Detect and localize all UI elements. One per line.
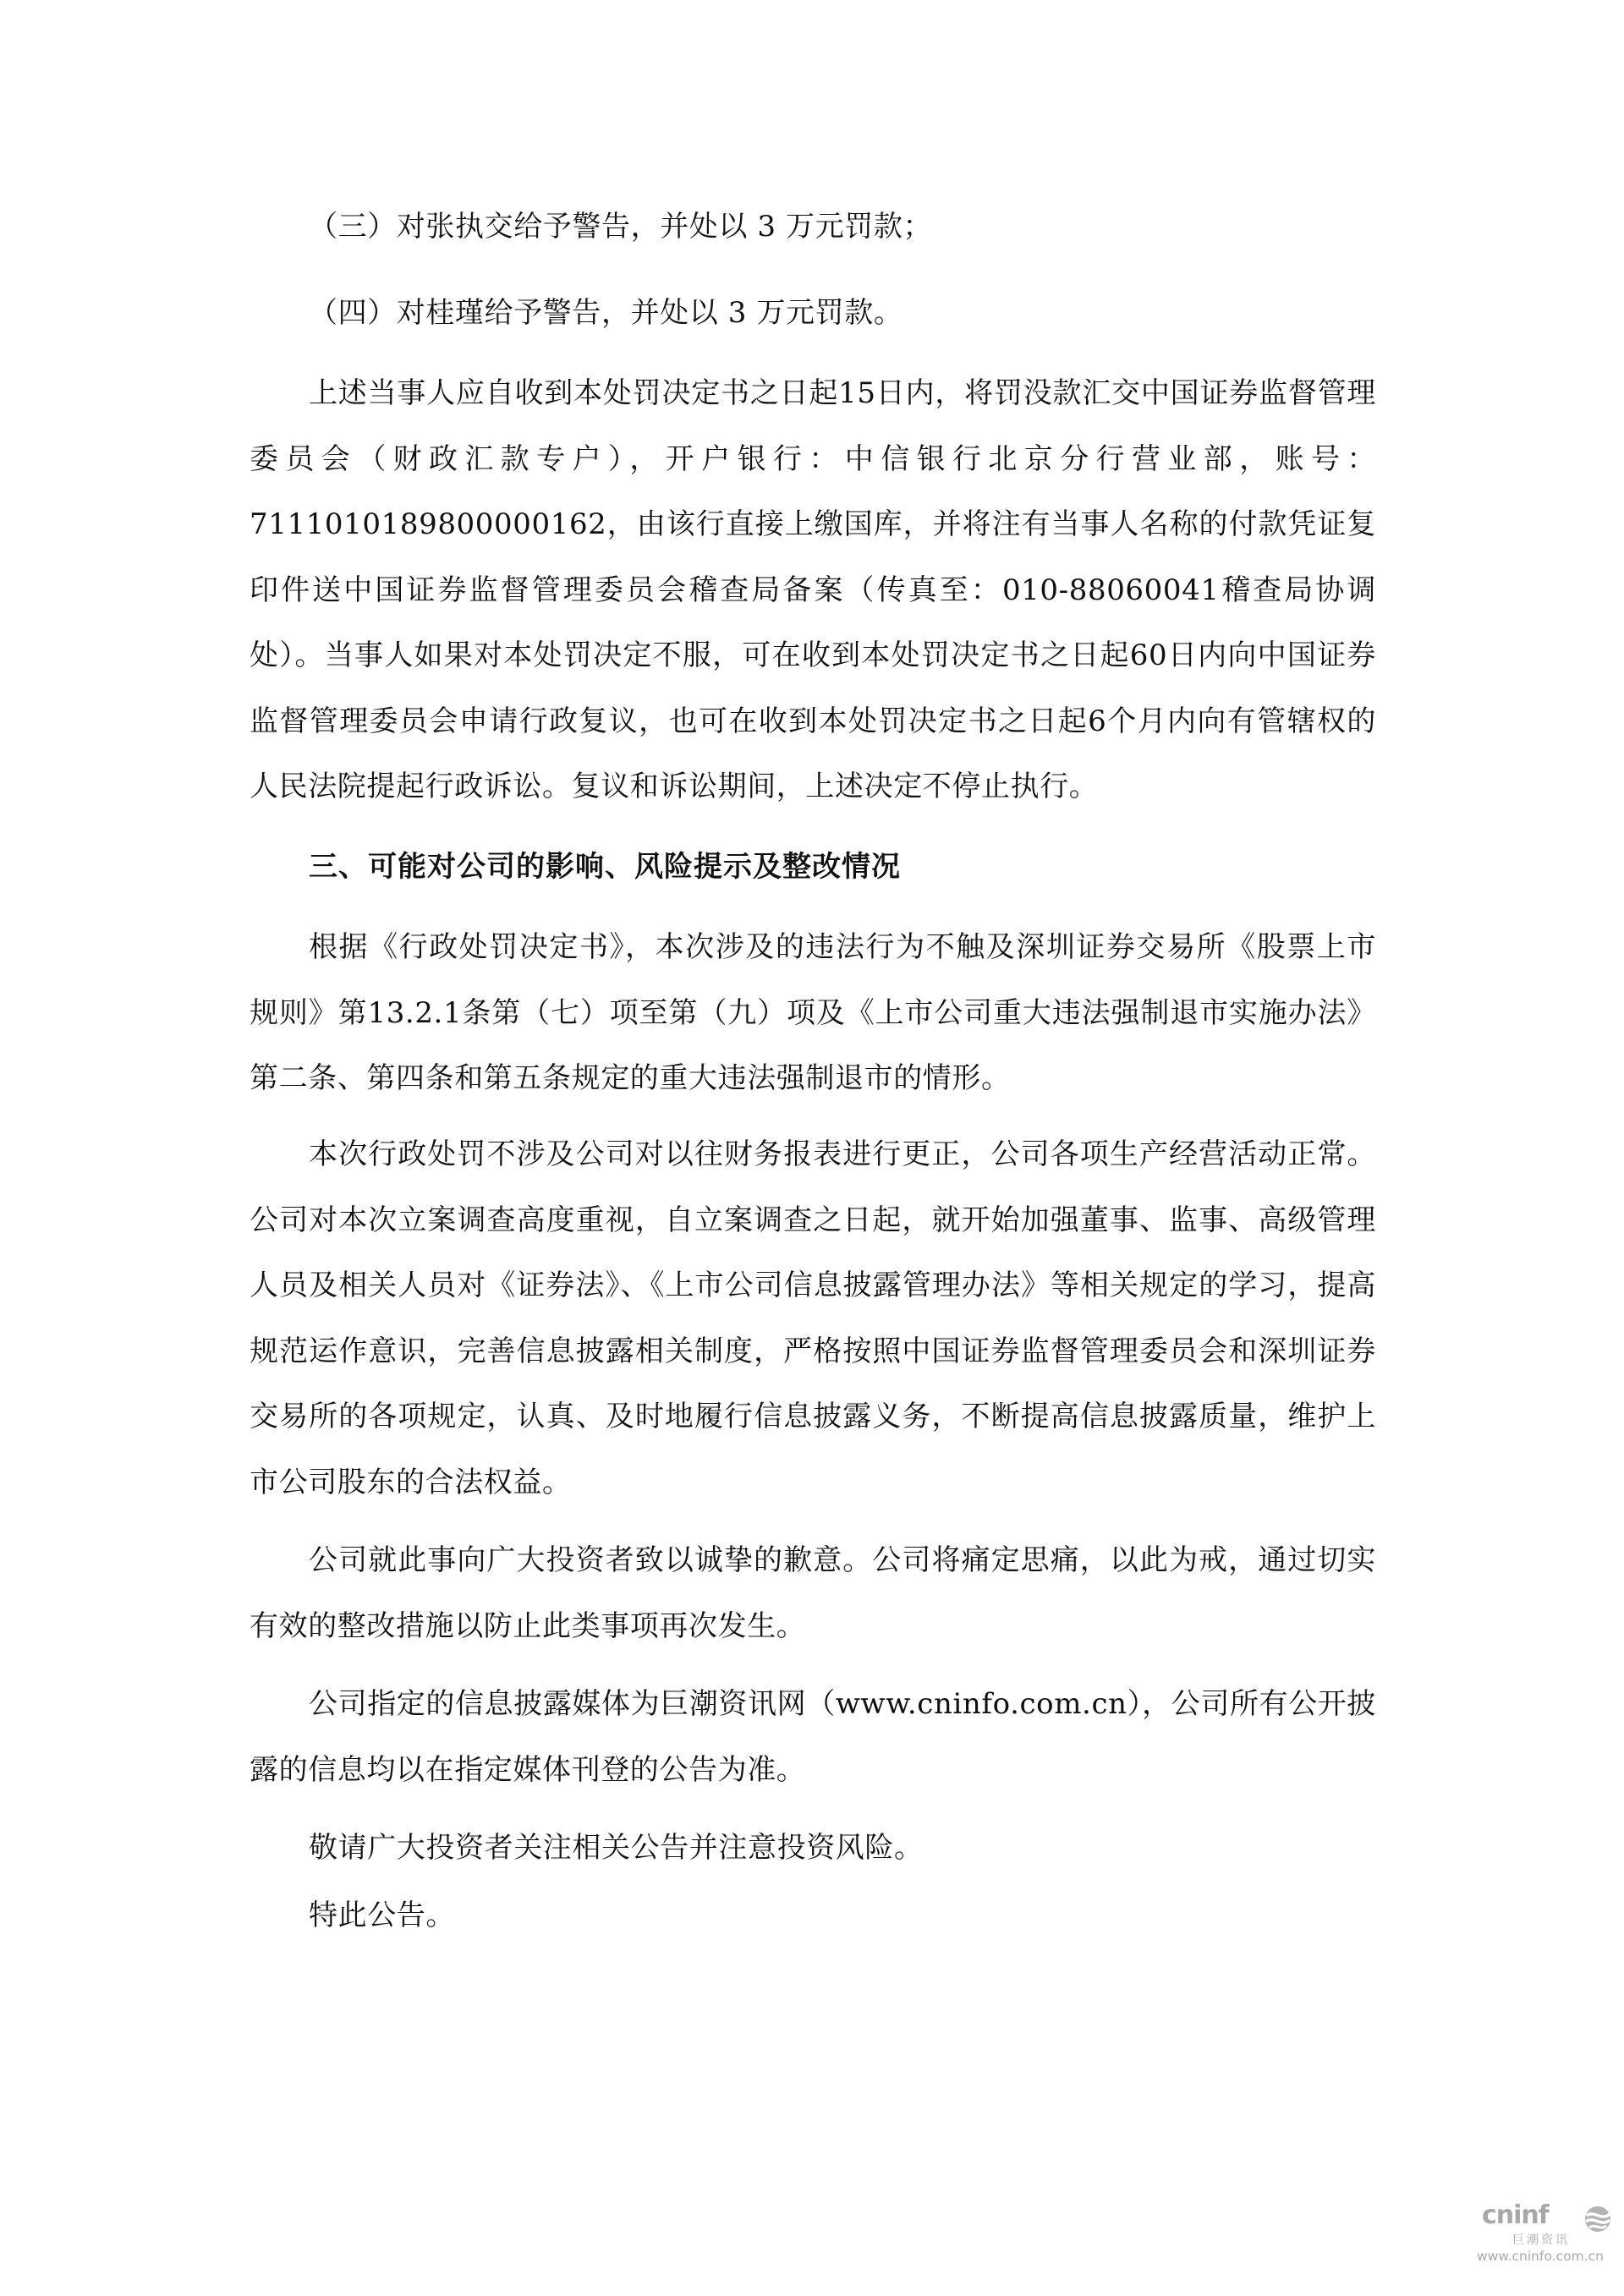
apology-paragraph: 公司就此事向广大投资者致以诚挚的歉意。公司将痛定思痛，以此为戒，通过切实有效的整改措施以防止此类事项再次发生。 [250, 1543, 1376, 1643]
penalty-item-4: （四）对桂瑾给予警告，并处以 3 万元罚款。 [309, 296, 903, 330]
cninfo-watermark [1477, 2200, 1617, 2269]
risk-notice: 敬请广大投资者关注相关公告并注意投资风险。 [309, 1831, 924, 1865]
watermark-brand: cninf [1482, 2200, 1549, 2230]
watermark-chinese-name: 巨潮资讯 [1512, 2233, 1570, 2247]
impact-paragraph: 根据《行政处罚决定书》，本次涉及的违法行为不触及深圳证券交易所《股票上市规则》第13.2.1条第（七）项至第（九）项及《上市公司重大违法强制退市实施办法》第二条、第四条和第五条规定的重大违法强制退市的情形。 [250, 930, 1376, 1095]
payment-paragraph: 上述当事人应自收到本处罚决定书之日起15日内，将罚没款汇交中国证券监督管理委员会（财政汇款专户），开户银行：中信银行北京分行营业部，账号：7111010189800000162，由该行直接上缴国库，并将注有当事人名称的付款凭证复印件送中国证券监督管理委员会稽查局备案（传真至：010-88060041稽查局协调处）。当事人如果对本处罚决定不服，可在收到本处罚决定书之日起60日内向中国证券监督管理委员会申请行政复议，也可在收到本处罚决定书之日起6个月内向有管辖权的人民法院提起行政诉讼。复议和诉讼期间，上述决定不停止执行。 [250, 376, 1376, 803]
media-paragraph: 公司指定的信息披露媒体为巨潮资讯网（www.cninfo.com.cn），公司所有公开披露的信息均以在指定媒体刊登的公告为准。 [250, 1687, 1376, 1787]
rectification-paragraph: 本次行政处罚不涉及公司对以往财务报表进行更正，公司各项生产经营活动正常。公司对本次立案调查高度重视，自立案调查之日起，就开始加强董事、监事、高级管理人员及相关人员对《证券法》、《上市公司信息披露管理办法》等相关规定的学习，提高规范运作意识，完善信息披露相关制度，严格按照中国证券监督管理委员会和深圳证券交易所的各项规定，认真、及时地履行信息披露义务，不断提高信息披露质量，维护上市公司股东的合法权益。 [250, 1137, 1376, 1499]
cninfo-swirl-logo-icon [1583, 2205, 1612, 2233]
watermark-url: www.cninfo.com.cn [1477, 2249, 1604, 2264]
section-heading: 三、可能对公司的影响、风险提示及整改情况 [309, 850, 901, 884]
closing-statement: 特此公告。 [309, 1899, 455, 1932]
penalty-item-3: （三）对张执交给予警告，并处以 3 万元罚款； [309, 210, 933, 244]
